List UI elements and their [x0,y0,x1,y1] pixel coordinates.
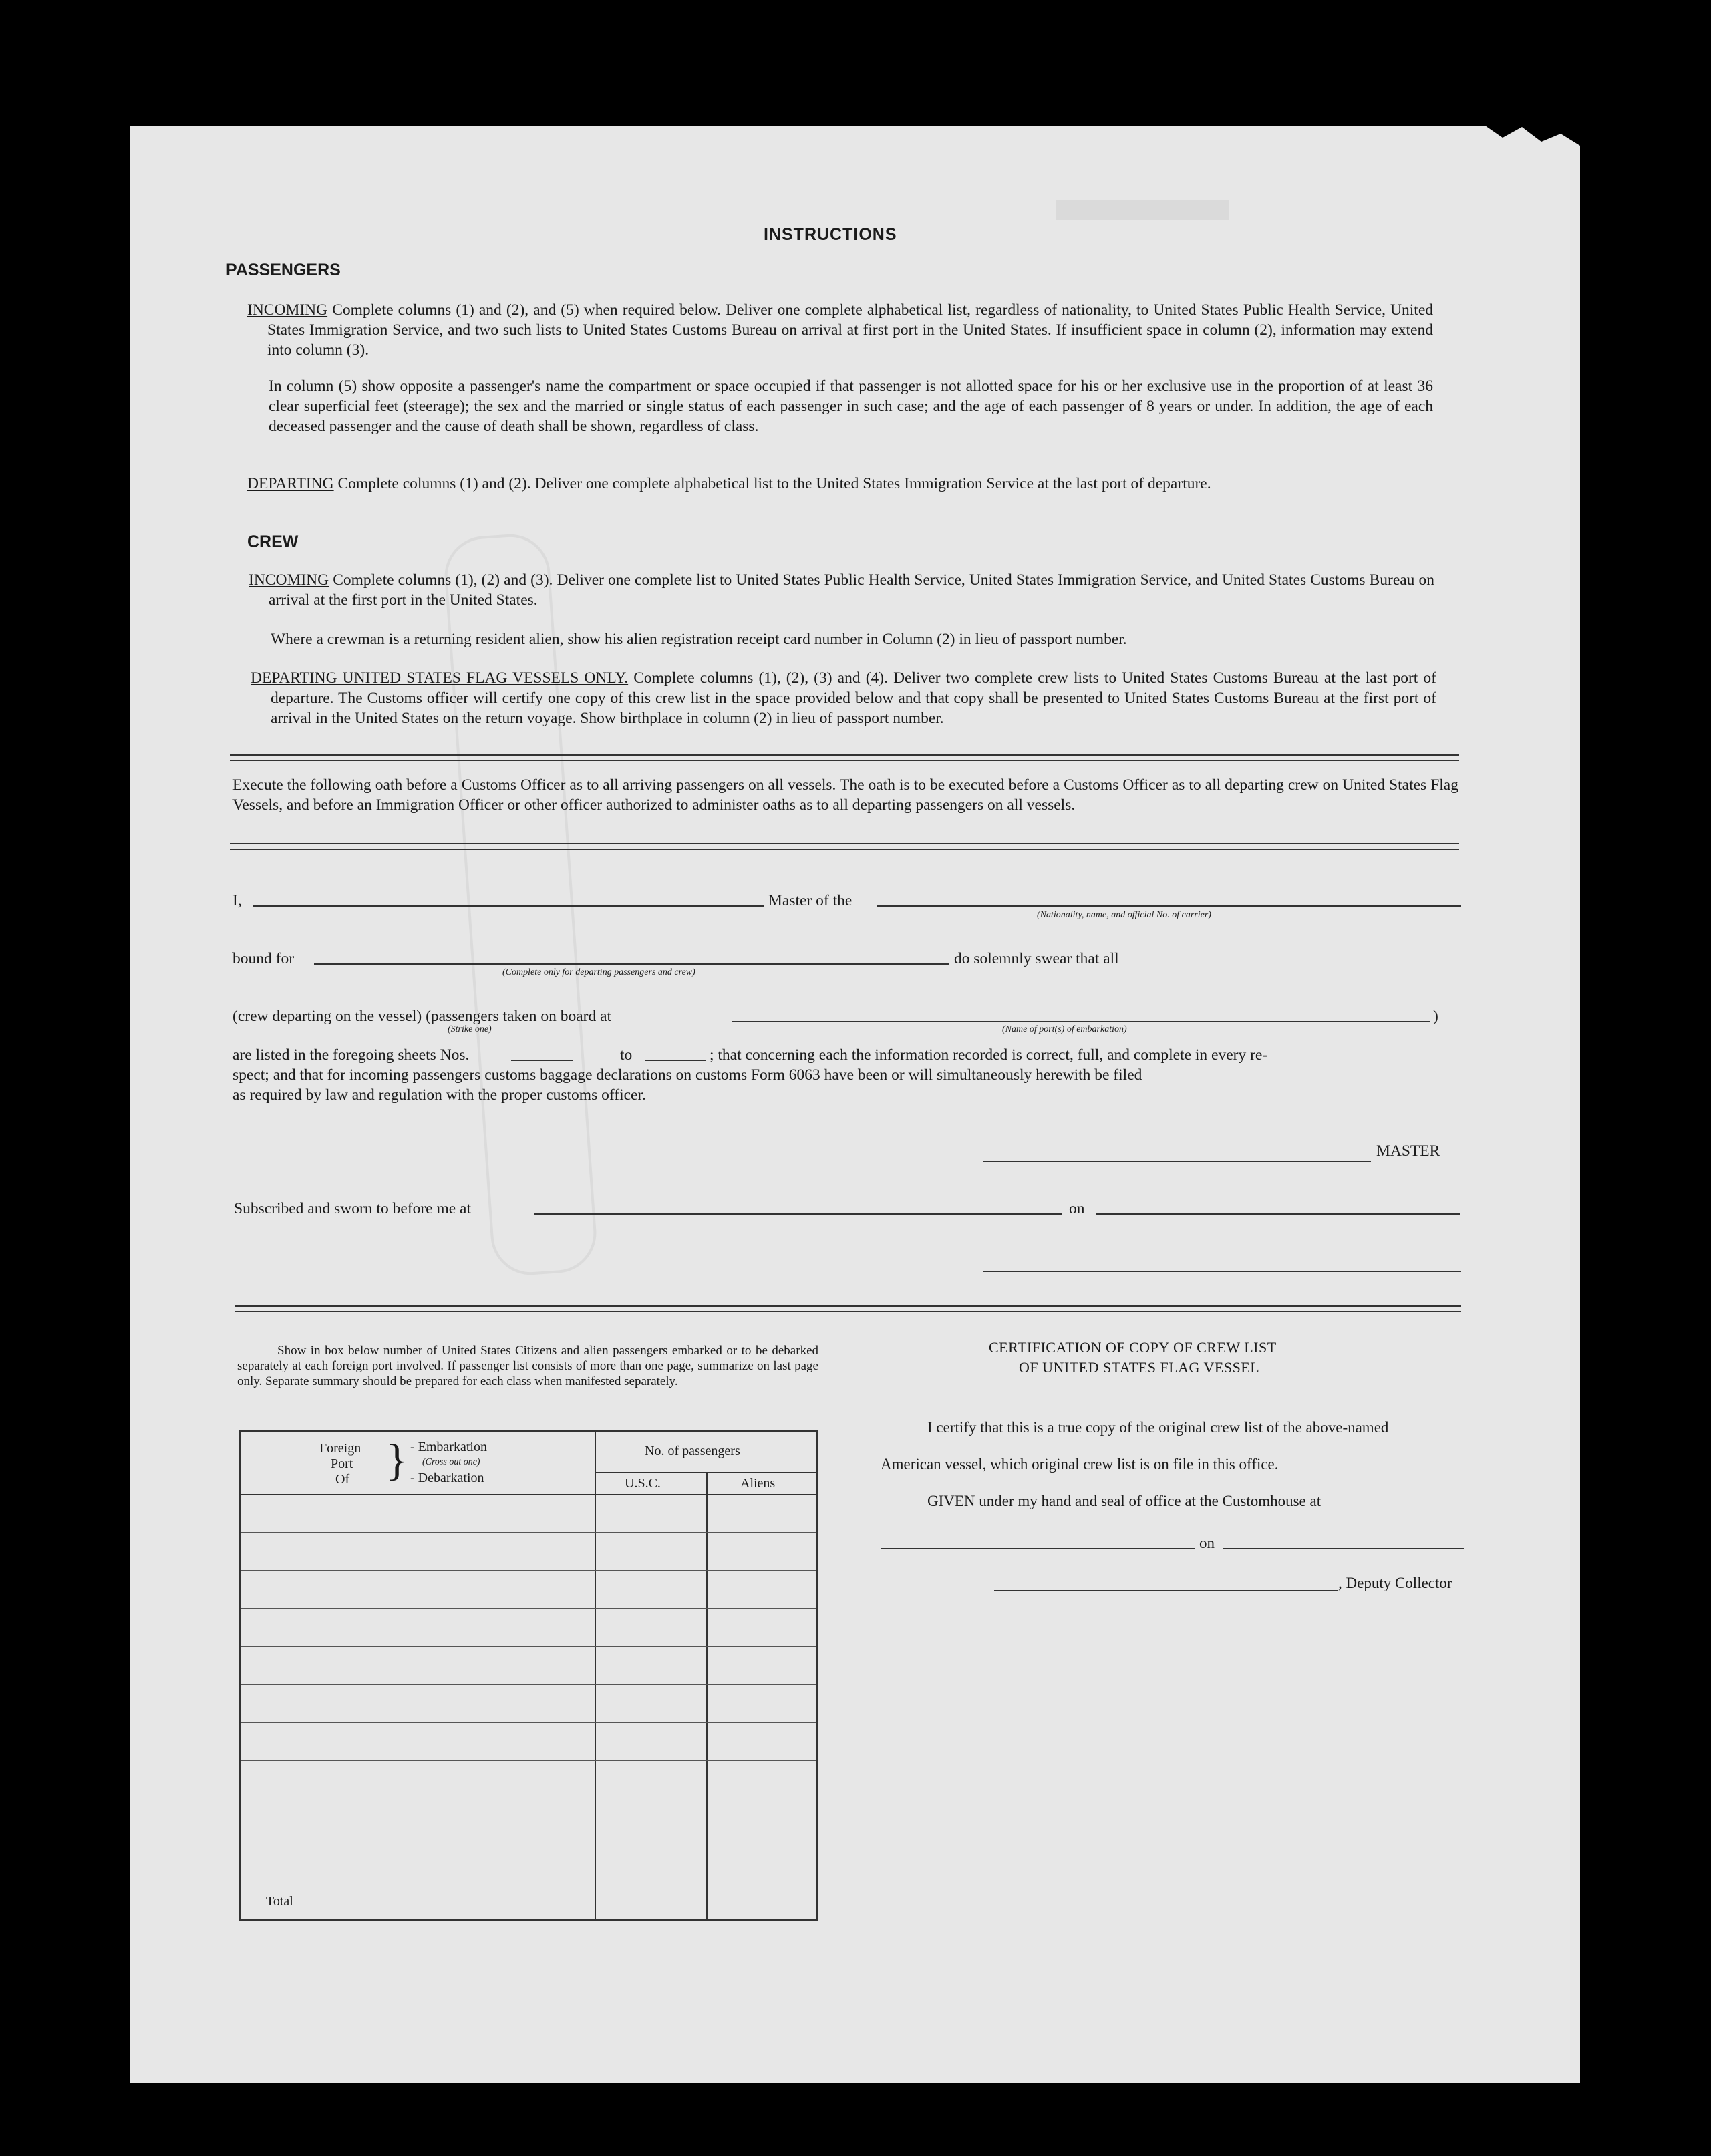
subscribed-date-field[interactable] [1096,1213,1460,1215]
ports-note: (Name of port(s) of embarkation) [1002,1024,1127,1034]
table-row [241,1532,816,1533]
table-row [241,1684,816,1685]
complete-only-note: (Complete only for departing passengers and crew) [502,967,695,977]
listed-line2: spect; and that for incoming passengers customs baggage declarations on customs Form 6063 have been or will simultaneously herewith be filed [232,1066,1142,1084]
of-label: Of [335,1472,350,1487]
master-name-field[interactable] [253,905,764,907]
certification-date-field[interactable] [1223,1548,1464,1549]
column-divider [595,1432,596,1919]
incoming-label: INCOMING [247,301,328,319]
certification-on: on [1199,1535,1215,1551]
debarkation-label: - Debarkation [410,1471,484,1485]
embarkation-port-field[interactable] [732,1021,1430,1022]
subscribed-on: on [1069,1200,1085,1217]
section-divider [235,1305,1461,1312]
crew-incoming-label: INCOMING [249,571,329,589]
strike-one-note: (Strike one) [448,1024,492,1034]
passengers-incoming-paragraph [247,300,1433,360]
sheet-from-field[interactable] [511,1060,573,1061]
solemnly-swear-text: do solemnly swear that all [954,950,1119,967]
section-divider [230,843,1459,850]
departing-text: Complete columns (1) and (2). Deliver one complete alphabetical list to the United States Immigration Service at the last port of departure. [337,475,1211,492]
listed-to: to [620,1046,633,1064]
master-label: MASTER [1376,1142,1440,1160]
table-header-divider [241,1494,816,1495]
table-row [241,1646,816,1647]
column5-paragraph: In column (5) show opposite a passenger's name the compartment or space occupied if that passenger is not allotted space for his or her exclusive use in the proportion of at least 36 clear superficial feet (steerage); the sex and the married or single status of each passenger in such case; and the age of each passenger of 8 years or under. In addition, the age of each deceased passenger and the cause of death shall be shown, regardless of class. [269,377,1433,435]
subscribed-place-field[interactable] [534,1213,1062,1215]
master-of-the-label: Master of the [768,892,852,909]
sheet-to-field[interactable] [645,1060,706,1061]
total-label: Total [266,1894,293,1909]
crew-departing-label: DEPARTING UNITED STATES FLAG VESSELS ONLY. [251,669,629,687]
table-row [241,1722,816,1723]
crew-heading: CREW [247,532,299,551]
column-divider [706,1472,708,1919]
summary-instructions: Show in box below number of United States Citizens and alien passengers embarked or to be debarked separately at each foreign port involved. If passenger list consists of more than one page, summarize on last page only. Separate summary should be prepared for each class when manifested separately. [237,1344,818,1388]
port-label: Port [331,1456,353,1471]
crew-incoming-paragraph [249,570,1434,610]
carrier-field[interactable] [877,905,1461,907]
crew-departing-text: Complete columns (1), (2), (3) and (4). Deliver two complete crew lists to United States Customs Bureau at the last port of departure. The Customs officer will certify one copy of this crew list in the space provided below and that copy shall be presented to United States Customs Bureau at the first port of arrival in the United States on the return voyage. Show birthplace in column (2) in lieu of passport number. [271,669,1436,727]
departing-label: DEPARTING [247,475,334,492]
customhouse-field[interactable] [881,1548,1195,1549]
oath-i: I, [232,892,242,909]
bound-for-label: bound for [232,950,295,967]
deputy-collector-signature-field[interactable] [994,1590,1338,1591]
certify-line-1: I certify that this is a true copy of the original crew list of the above-named [927,1419,1389,1436]
crew-departing-text-option: (crew departing on the vessel) (passengers taken on board at [232,1008,612,1025]
listed-line3: as required by law and regulation with the proper customs officer. [232,1086,646,1104]
bleed-through-stamp [1056,200,1229,220]
crew-departing-paragraph [251,668,1436,728]
header-subdivider [595,1472,816,1473]
foreign-label: Foreign [319,1441,361,1456]
passengers-heading: PASSENGERS [226,261,341,279]
crewman-paragraph: Where a crewman is a returning resident alien, show his alien registration receipt card number in Column (2) in lieu of passport number. [271,631,1127,648]
listed-text-cont: ; that concerning each the information recorded is correct, full, and complete in every re- [710,1046,1268,1064]
given-line: GIVEN under my hand and seal of office at the Customhouse at [927,1493,1321,1509]
page-title: INSTRUCTIONS [764,225,897,244]
table-row [241,1760,816,1761]
close-paren: ) [1433,1008,1438,1025]
table-row [241,1608,816,1609]
officer-signature-field[interactable] [983,1271,1461,1272]
embarkation-label: - Embarkation [410,1440,487,1454]
usc-header: U.S.C. [625,1476,661,1491]
no-of-passengers-header: No. of passengers [645,1444,740,1458]
certification-heading-1: CERTIFICATION OF COPY OF CREW LIST [989,1339,1277,1356]
oath-intro: Execute the following oath before a Customs Officer as to all arriving passengers on all vessels. The oath is to be executed before a Customs Officer as to all departing crew on United States Flag Vessels, and before an Immigration Officer or other officer authorized to administer oaths as to all departing passengers on all vessels. [232,776,1458,814]
section-divider [230,754,1459,761]
cross-out-note: (Cross out one) [422,1457,480,1467]
deputy-collector-label: , Deputy Collector [1338,1575,1452,1591]
master-signature-field[interactable] [983,1161,1371,1162]
passengers-departing-paragraph [247,474,1433,494]
certification-heading-2: OF UNITED STATES FLAG VESSEL [1019,1359,1260,1376]
aliens-header: Aliens [740,1476,776,1491]
incoming-text: Complete columns (1) and (2), and (5) when required below. Deliver one complete alphabetical list, regardless of nationality, to United States Public Health Service, United States Immigration Service, and two such lists to United States Customs Bureau on arrival at first port in the United States. If insufficient space in column (2), information may extend into column (3). [267,301,1433,359]
carrier-note: (Nationality, name, and official No. of carrier) [1037,910,1211,920]
certify-line-2: American vessel, which original crew list is on file in this office. [881,1456,1279,1473]
crew-incoming-text: Complete columns (1), (2) and (3). Deliver one complete list to United States Public Health Service, United States Immigration Service, and United States Customs Bureau on arrival at the first port in the United States. [269,571,1434,609]
bound-for-field[interactable] [314,963,949,965]
table-row [241,1570,816,1571]
passenger-summary-table [239,1430,818,1921]
subscribed-label: Subscribed and sworn to before me at [234,1200,472,1217]
brace-icon: } [386,1436,408,1485]
listed-text: are listed in the foregoing sheets Nos. [232,1046,470,1064]
